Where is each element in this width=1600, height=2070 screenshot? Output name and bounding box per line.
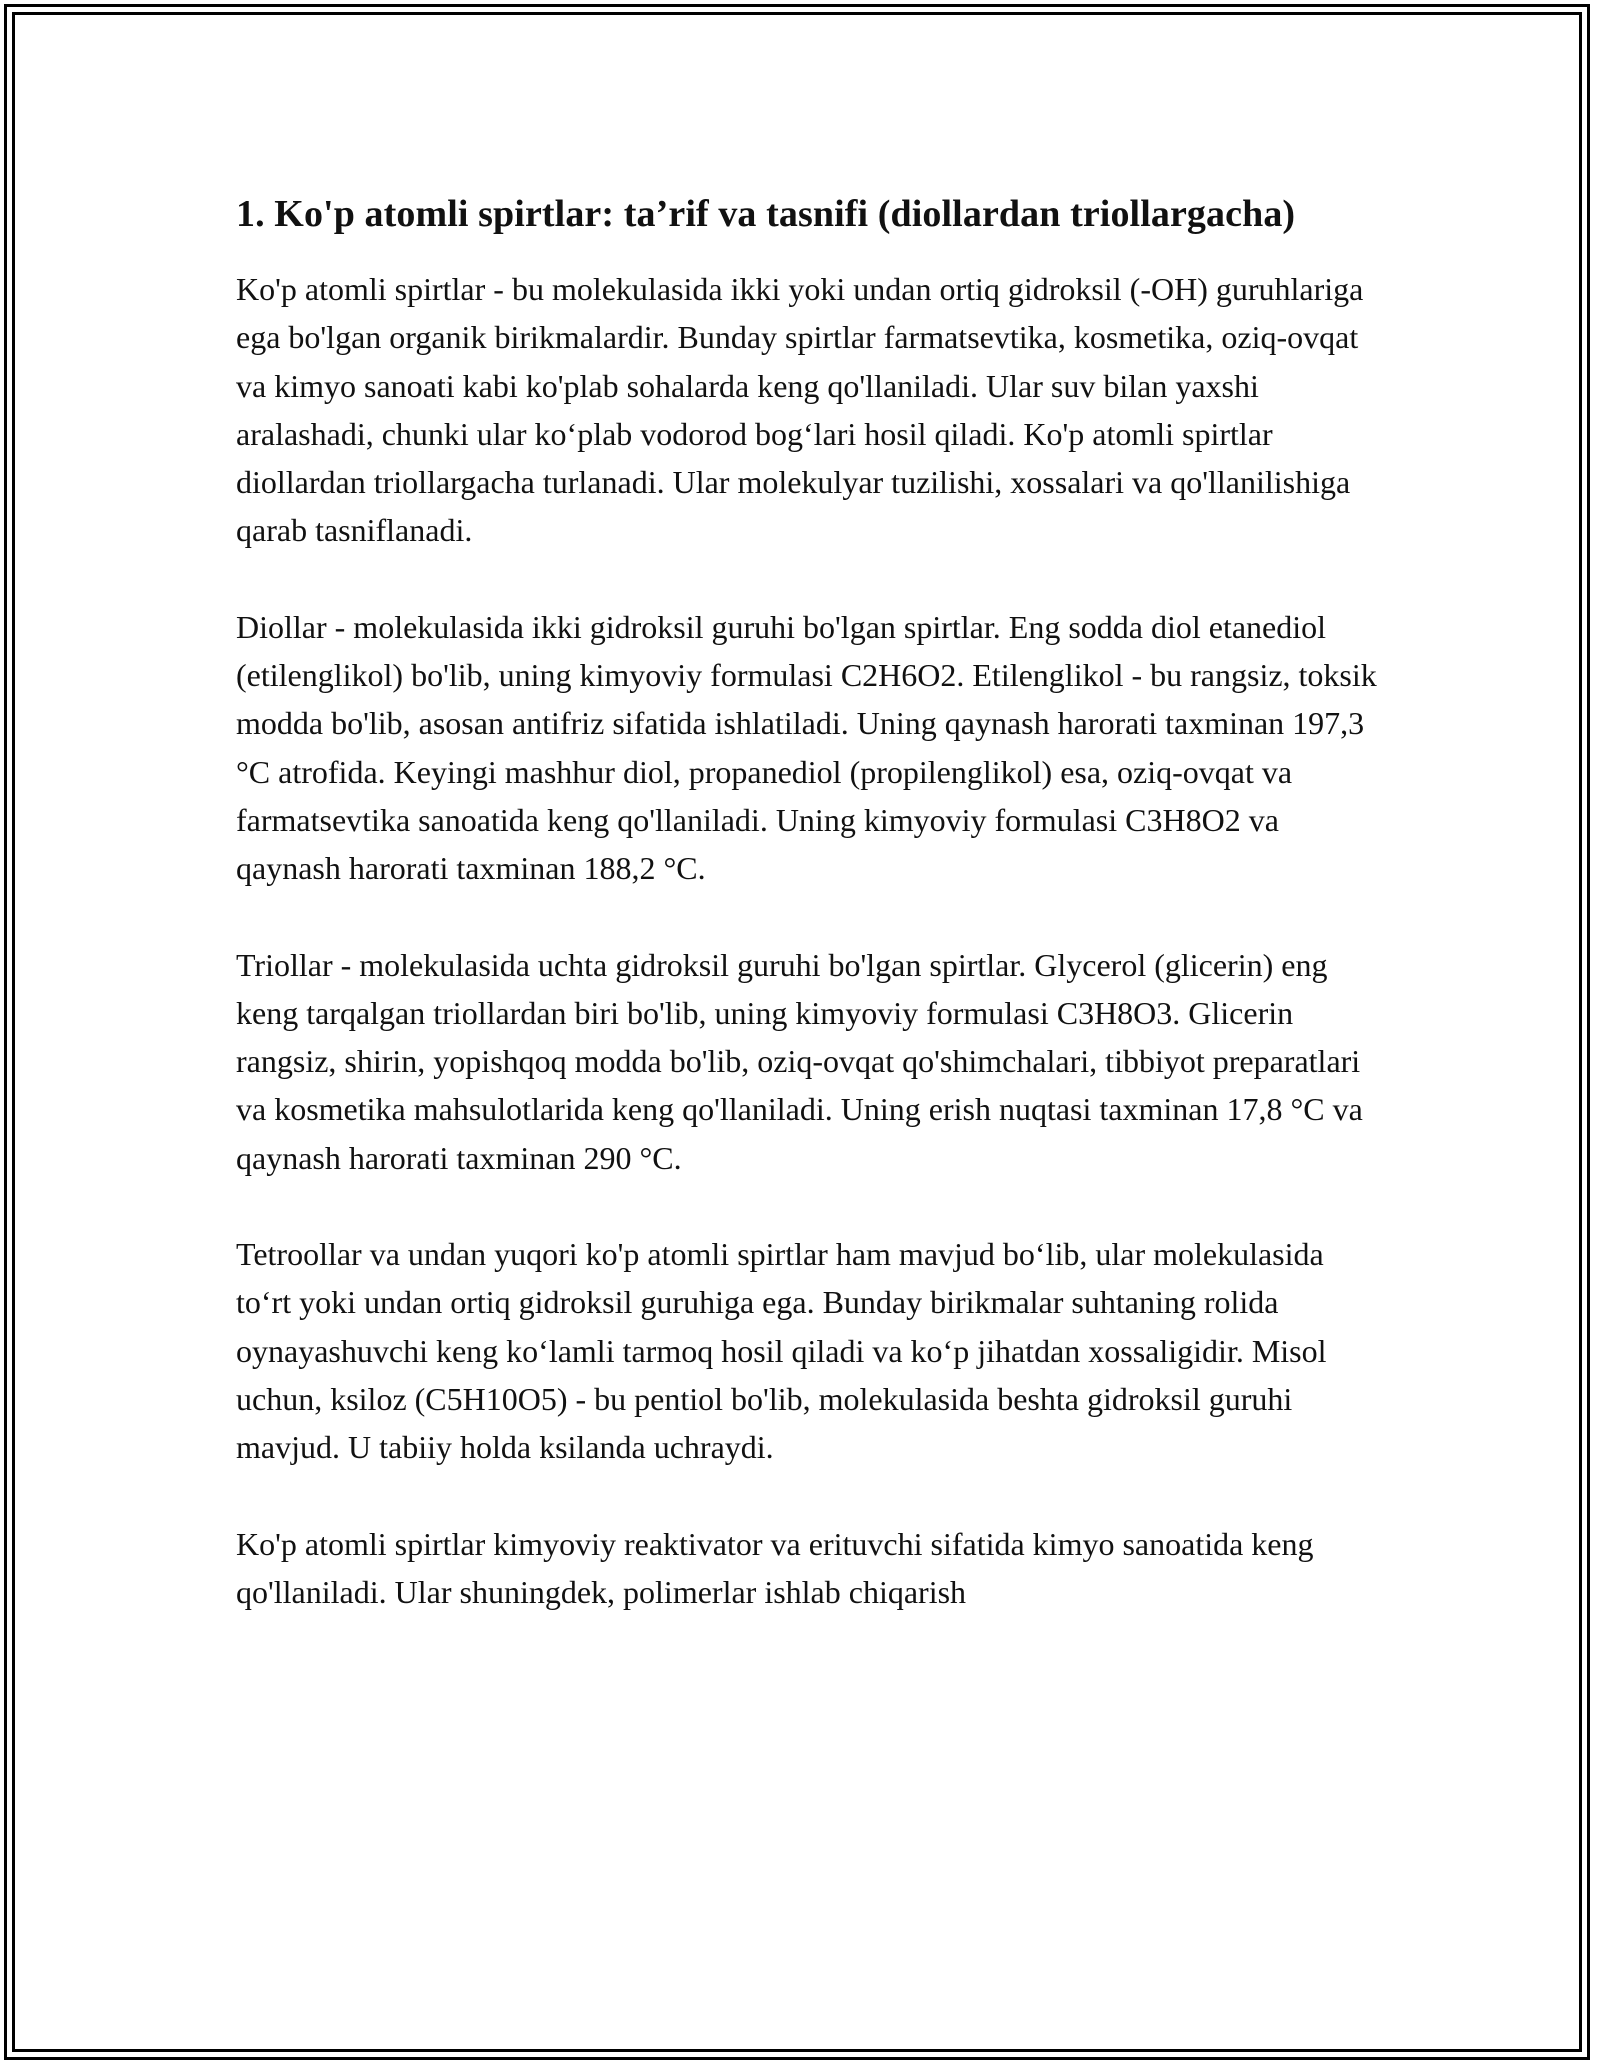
section-heading: 1. Ko'p atomli spirtlar: ta’rif va tasnifi (diollardan triollargacha): [236, 193, 1296, 235]
paragraph-diols: Diollar - molekulasida ikki gidroksil guruhi bo'lgan spirtlar. Eng sodda diol etanediol (etilenglikol) bo'lib, uning kimyoviy formulasi C2H6O2. Etilenglikol - bu rangsiz, toksik modda bo'lib, asosan antifriz sifatida ishlatiladi. Uning qaynash harorati taxminan 197,3 °C atrofida. Keyingi mashhur diol, propanediol (propilenglikol) esa, oziq-ovqat va farmatsevtika sanoatida keng qo'llaniladi. Uning kimyoviy formulasi C3H8O2 va qaynash harorati taxminan 188,2 °C.: [236, 608, 1377, 887]
document-body: [236, 185, 1386, 1664]
paragraph-uses: Ko'p atomli spirtlar kimyoviy reaktivator va erituvchi sifatida kimyo sanoatida keng qo'llaniladi. Ular shuningdek, polimerlar ishlab chiqarish: [236, 1525, 1314, 1610]
paragraph-tetrols: Tetroollar va undan yuqori ko'p atomli spirtlar ham mavjud bo‘lib, ular molekulasida to‘rt yoki undan ortiq gidroksil guruhiga ega. Bunday birikmalar suhtaning rolida oynayashuvchi keng ko‘lamli tarmoq hosil qiladi va ko‘p jihatdan xossaligidir. Misol uchun, ksiloz (C5H10O5) - bu pentiol bo'lib, molekulasida beshta gidroksil guruhi mavjud. U tabiiy holda ksilanda uchraydi.: [236, 1236, 1327, 1466]
paragraph-intro: Ko'p atomli spirtlar - bu molekulasida ikki yoki undan ortiq gidroksil (-OH) guruhlariga ega bo'lgan organik birikmalardir. Bunday spirtlar farmatsevtika, kosmetika, oziq-ovqat va kimyo sanoati kabi ko'plab sohalarda keng qo'llaniladi. Ular suv bilan yaxshi aralashadi, chunki ular ko‘plab vodorod bog‘lari hosil qiladi. Ko'p atomli spirtlar diollardan triollargacha turlanadi. Ular molekulyar tuzilishi, xossalari va qo'llanilishiga qarab tasniflanadi.: [236, 271, 1364, 549]
paragraph-triols: Triollar - molekulasida uchta gidroksil guruhi bo'lgan spirtlar. Glycerol (glicerin) eng keng tarqalgan triollardan biri bo'lib, uning kimyoviy formulasi C3H8O3. Glicerin rangsiz, shirin, yopishqoq modda bo'lib, oziq-ovqat qo'shimchalari, tibbiyot preparatlari va kosmetika mahsulotlarida keng qo'llaniladi. Uning erish nuqtasi taxminan 17,8 °C va qaynash harorati taxminan 290 °C.: [236, 946, 1363, 1176]
